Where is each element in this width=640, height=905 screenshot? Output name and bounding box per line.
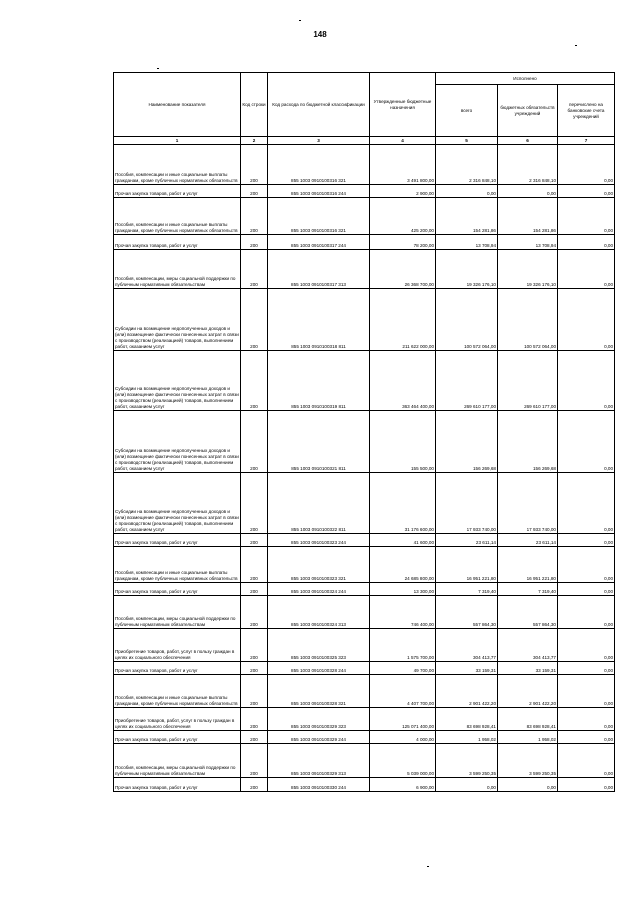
column-index: 3 <box>268 137 370 145</box>
row-executed-total: 0,00 <box>436 778 498 792</box>
row-executed-transfer: 0,00 <box>558 534 615 547</box>
row-executed-budget: 83 698 928,41 <box>498 708 558 731</box>
row-code: 200 <box>241 662 268 675</box>
table-row <box>114 351 615 411</box>
row-classification: 855 1003 0910100321 811 <box>268 411 370 473</box>
scan-speck <box>299 20 301 21</box>
row-executed-budget: 19 326 176,10 <box>498 250 558 289</box>
row-executed-total: 0,00 <box>436 185 498 198</box>
header-transfer: перечислено на банковские счета учреждений <box>558 85 615 137</box>
row-executed-transfer: 0,00 <box>558 778 615 792</box>
row-executed-budget: 557 864,30 <box>498 596 558 629</box>
column-index: 1 <box>114 137 241 145</box>
row-code: 200 <box>241 583 268 596</box>
row-name: Субсидии на возмещение недополученных доходов и (или) возмещение фактически понесенных затрат в связи с производством (реализацией) товаров, выполнением работ, оказанием услуг <box>114 411 241 473</box>
table-row <box>114 731 615 744</box>
row-name: Прочая закупка товаров, работ и услуг <box>114 235 241 250</box>
row-executed-transfer: 0,00 <box>558 708 615 731</box>
row-executed-budget: 156 269,68 <box>498 411 558 473</box>
row-executed-transfer: 0,00 <box>558 351 615 411</box>
row-name: Пособия, компенсации и иные социальные выплаты гражданам, кроме публичных нормативных обязательств <box>114 675 241 708</box>
row-executed-budget: 1 958,02 <box>498 731 558 744</box>
row-code: 200 <box>241 289 268 351</box>
table-row <box>114 744 615 778</box>
row-name: Приобретение товаров, работ, услуг в пользу граждан в целях их социального обеспечения <box>114 629 241 662</box>
row-name: Пособия, компенсации и иные социальные выплаты гражданам, кроме публичных нормативных обязательств <box>114 198 241 235</box>
row-executed-transfer: 0,00 <box>558 473 615 534</box>
table-row <box>114 583 615 596</box>
table-row <box>114 289 615 351</box>
row-approved: 4 407 700,00 <box>370 675 436 708</box>
row-executed-total: 154 281,86 <box>436 198 498 235</box>
column-index: 5 <box>436 137 498 145</box>
row-executed-total: 83 698 928,41 <box>436 708 498 731</box>
row-executed-total: 2 316 848,10 <box>436 145 498 185</box>
table-row <box>114 473 615 534</box>
row-code: 200 <box>241 675 268 708</box>
row-executed-total: 7 319,40 <box>436 583 498 596</box>
row-executed-transfer: 0,00 <box>558 662 615 675</box>
row-executed-transfer: 0,00 <box>558 145 615 185</box>
header-budget: бюджетных обязательств учреждений <box>498 85 558 137</box>
row-name: Пособия, компенсации, меры социальной поддержки по публичным нормативным обязательствам <box>114 596 241 629</box>
row-classification: 855 1003 0910100325 323 <box>268 629 370 662</box>
row-approved: 26 368 700,00 <box>370 250 436 289</box>
row-executed-total: 23 611,14 <box>436 534 498 547</box>
row-code: 200 <box>241 708 268 731</box>
row-approved: 31 176 600,00 <box>370 473 436 534</box>
row-executed-transfer: 0,00 <box>558 583 615 596</box>
row-classification: 855 1003 0910100318 811 <box>268 289 370 351</box>
row-name: Прочая закупка товаров, работ и услуг <box>114 662 241 675</box>
header-executed: Исполнено <box>436 73 615 85</box>
table-row <box>114 675 615 708</box>
row-code: 200 <box>241 185 268 198</box>
table-row <box>114 547 615 583</box>
row-code: 200 <box>241 250 268 289</box>
row-executed-total: 100 572 064,00 <box>436 289 498 351</box>
row-name: Прочая закупка товаров, работ и услуг <box>114 778 241 792</box>
row-executed-total: 19 326 176,10 <box>436 250 498 289</box>
table-row <box>114 629 615 662</box>
row-name: Пособия, компенсации и иные социальные выплаты гражданам, кроме публичных нормативных обязательств <box>114 547 241 583</box>
row-executed-budget: 269 610 177,00 <box>498 351 558 411</box>
row-code: 200 <box>241 351 268 411</box>
row-approved: 363 464 400,00 <box>370 351 436 411</box>
row-classification: 855 1003 0910100317 313 <box>268 250 370 289</box>
table-row <box>114 145 615 185</box>
table-row <box>114 662 615 675</box>
table-row <box>114 185 615 198</box>
scan-speck <box>575 45 577 46</box>
row-code: 200 <box>241 198 268 235</box>
row-classification: 855 1003 0910100329 313 <box>268 744 370 778</box>
row-approved: 13 300,00 <box>370 583 436 596</box>
row-classification: 855 1003 0910100322 811 <box>268 473 370 534</box>
row-executed-transfer: 0,00 <box>558 744 615 778</box>
header-name: Наименование показателя <box>114 73 241 137</box>
row-executed-total: 304 413,77 <box>436 629 498 662</box>
row-code: 200 <box>241 411 268 473</box>
row-code: 200 <box>241 778 268 792</box>
row-code: 200 <box>241 235 268 250</box>
row-approved: 425 200,00 <box>370 198 436 235</box>
row-classification: 855 1003 0910100329 323 <box>268 708 370 731</box>
row-approved: 2 900,00 <box>370 185 436 198</box>
row-executed-transfer: 0,00 <box>558 250 615 289</box>
row-classification: 855 1003 0910100316 321 <box>268 198 370 235</box>
row-executed-transfer: 0,00 <box>558 411 615 473</box>
row-name: Прочая закупка товаров, работ и услуг <box>114 185 241 198</box>
row-approved: 155 500,00 <box>370 411 436 473</box>
row-executed-total: 156 269,68 <box>436 411 498 473</box>
header-code: Код строки <box>241 73 268 137</box>
row-code: 200 <box>241 534 268 547</box>
row-executed-budget: 16 951 221,80 <box>498 547 558 583</box>
row-classification: 855 1003 0910100330 244 <box>268 778 370 792</box>
row-name: Прочая закупка товаров, работ и услуг <box>114 583 241 596</box>
table-row <box>114 411 615 473</box>
row-code: 200 <box>241 731 268 744</box>
table-row <box>114 198 615 235</box>
row-name: Пособия, компенсации и иные социальные выплаты гражданам, кроме публичных нормативных обязательств <box>114 145 241 185</box>
column-index: 4 <box>370 137 436 145</box>
page-number: 148 <box>313 30 327 39</box>
column-index: 7 <box>558 137 615 145</box>
row-approved: 6 900,00 <box>370 778 436 792</box>
row-executed-total: 557 864,30 <box>436 596 498 629</box>
row-executed-transfer: 0,00 <box>558 547 615 583</box>
row-approved: 746 400,00 <box>370 596 436 629</box>
row-executed-total: 16 951 221,80 <box>436 547 498 583</box>
row-name: Прочая закупка товаров, работ и услуг <box>114 731 241 744</box>
row-executed-budget: 0,00 <box>498 778 558 792</box>
row-name: Пособия, компенсации, меры социальной поддержки по публичным нормативным обязательствам <box>114 744 241 778</box>
row-approved: 24 685 800,00 <box>370 547 436 583</box>
row-executed-budget: 2 901 422,20 <box>498 675 558 708</box>
row-executed-transfer: 0,00 <box>558 235 615 250</box>
table-row <box>114 250 615 289</box>
row-executed-total: 13 708,94 <box>436 235 498 250</box>
table-row <box>114 778 615 792</box>
row-name: Субсидии на возмещение недополученных доходов и (или) возмещение фактически понесенных затрат в связи с производством (реализацией) товаров, выполнением работ, оказанием услуг <box>114 289 241 351</box>
row-name: Субсидии на возмещение недополученных доходов и (или) возмещение фактически понесенных затрат в связи с производством (реализацией) товаров, выполнением работ, оказанием услуг <box>114 351 241 411</box>
row-executed-budget: 33 159,31 <box>498 662 558 675</box>
row-classification: 855 1003 0910100324 244 <box>268 583 370 596</box>
row-approved: 5 039 000,00 <box>370 744 436 778</box>
row-executed-total: 1 958,02 <box>436 731 498 744</box>
row-executed-transfer: 0,00 <box>558 731 615 744</box>
row-executed-budget: 100 572 064,00 <box>498 289 558 351</box>
row-approved: 78 200,00 <box>370 235 436 250</box>
row-classification: 855 1003 0910100317 244 <box>268 235 370 250</box>
scan-speck <box>157 68 159 69</box>
row-code: 200 <box>241 596 268 629</box>
row-approved: 211 622 000,00 <box>370 289 436 351</box>
row-executed-total: 2 901 422,20 <box>436 675 498 708</box>
row-classification: 855 1003 0910100323 321 <box>268 547 370 583</box>
row-executed-budget: 304 413,77 <box>498 629 558 662</box>
row-executed-budget: 17 933 740,00 <box>498 473 558 534</box>
row-classification: 855 1003 0910100328 321 <box>268 675 370 708</box>
row-executed-transfer: 0,00 <box>558 289 615 351</box>
header-classification: Код расхода по бюджетной классификации <box>268 73 370 137</box>
row-code: 200 <box>241 473 268 534</box>
row-executed-budget: 154 281,86 <box>498 198 558 235</box>
row-name: Субсидии на возмещение недополученных доходов и (или) возмещение фактически понесенных затрат в связи с производством (реализацией) товаров, выполнением работ, оказанием услуг <box>114 473 241 534</box>
column-index: 6 <box>498 137 558 145</box>
row-code: 200 <box>241 629 268 662</box>
table-row <box>114 235 615 250</box>
row-executed-budget: 7 319,40 <box>498 583 558 596</box>
row-name: Прочая закупка товаров, работ и услуг <box>114 534 241 547</box>
table-row <box>114 596 615 629</box>
row-approved: 4 000,00 <box>370 731 436 744</box>
row-executed-transfer: 0,00 <box>558 675 615 708</box>
row-classification: 855 1003 0910100328 244 <box>268 662 370 675</box>
header-total: всего <box>436 85 498 137</box>
row-approved: 1 575 700,00 <box>370 629 436 662</box>
row-executed-total: 17 933 740,00 <box>436 473 498 534</box>
row-approved: 41 600,00 <box>370 534 436 547</box>
row-executed-budget: 13 708,94 <box>498 235 558 250</box>
row-executed-transfer: 0,00 <box>558 596 615 629</box>
row-executed-total: 3 599 250,35 <box>436 744 498 778</box>
row-classification: 855 1003 0910100316 244 <box>268 185 370 198</box>
row-code: 200 <box>241 547 268 583</box>
column-index-row <box>114 137 615 145</box>
row-executed-total: 33 159,31 <box>436 662 498 675</box>
row-code: 200 <box>241 744 268 778</box>
row-classification: 855 1003 0910100323 244 <box>268 534 370 547</box>
row-classification: 855 1003 0910100329 244 <box>268 731 370 744</box>
row-classification: 855 1003 0910100319 811 <box>268 351 370 411</box>
row-executed-total: 269 610 177,00 <box>436 351 498 411</box>
row-name: Пособия, компенсации, меры социальной поддержки по публичным нормативным обязательствам <box>114 250 241 289</box>
scan-speck <box>427 866 429 867</box>
row-approved: 125 071 400,00 <box>370 708 436 731</box>
row-name: Приобретение товаров, работ, услуг в пользу граждан в целях их социального обеспечения <box>114 708 241 731</box>
row-executed-budget: 3 599 250,35 <box>498 744 558 778</box>
row-executed-budget: 0,00 <box>498 185 558 198</box>
row-executed-transfer: 0,00 <box>558 629 615 662</box>
row-classification: 855 1003 0910100316 321 <box>268 145 370 185</box>
table-row <box>114 708 615 731</box>
row-code: 200 <box>241 145 268 185</box>
row-executed-budget: 2 316 848,10 <box>498 145 558 185</box>
header-approved: Утвержденные бюджетные назначения <box>370 73 436 137</box>
row-executed-transfer: 0,00 <box>558 198 615 235</box>
expenditure-table <box>113 72 615 792</box>
row-executed-transfer: 0,00 <box>558 185 615 198</box>
row-executed-budget: 23 611,14 <box>498 534 558 547</box>
column-index: 2 <box>241 137 268 145</box>
table-row <box>114 534 615 547</box>
row-approved: 49 700,00 <box>370 662 436 675</box>
row-classification: 855 1003 0910100324 313 <box>268 596 370 629</box>
row-approved: 3 491 800,00 <box>370 145 436 185</box>
